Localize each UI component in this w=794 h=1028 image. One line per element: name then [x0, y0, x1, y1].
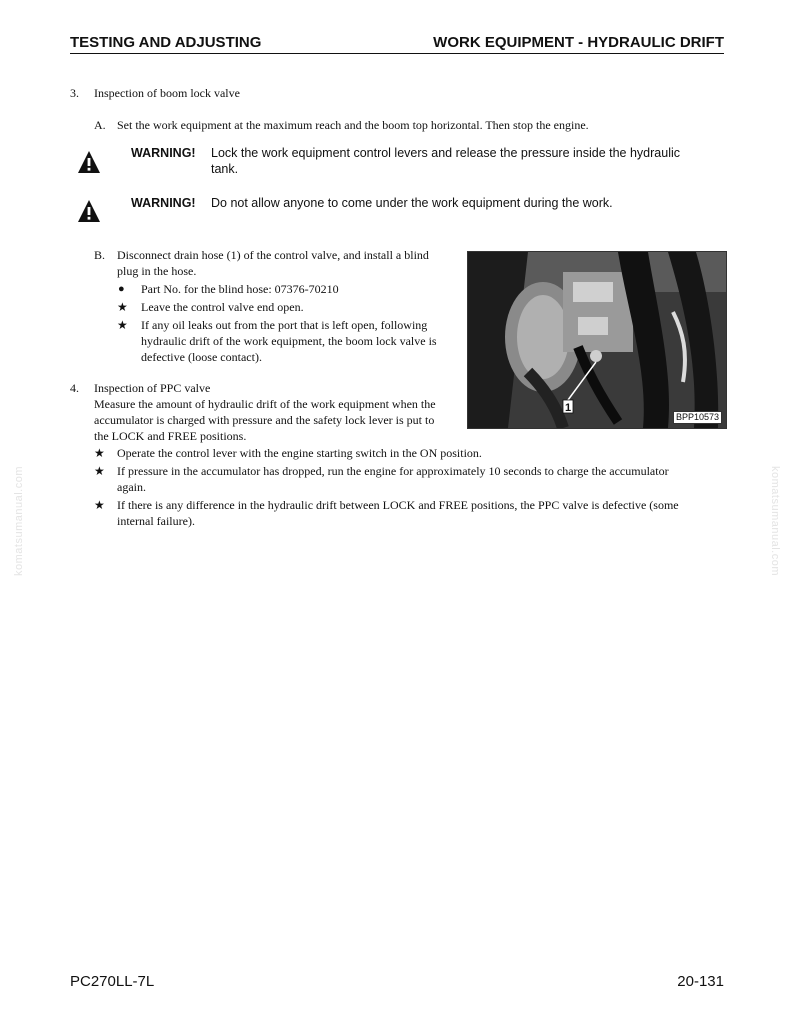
- step-b-item-1: Part No. for the blind hose: 07376-70210: [141, 282, 339, 296]
- step-b-item-3-line-3: defective (loose contact).: [141, 350, 262, 364]
- step-b-letter: B.: [94, 248, 106, 262]
- header-topic-title: WORK EQUIPMENT - HYDRAULIC DRIFT: [433, 34, 724, 51]
- section-4-item-1: Operate the control lever with the engine starting switch in the ON position.: [117, 446, 482, 460]
- section-3-title: Inspection of boom lock valve: [94, 86, 240, 100]
- control-valve-illustration: [468, 252, 726, 428]
- step-b-item-3-line-2: hydraulic drift of the work equipment, the boom lock valve is: [141, 334, 437, 348]
- step-b-line-2: plug in the hose.: [117, 264, 197, 278]
- section-4-number: 4.: [70, 381, 79, 395]
- control-valve-photo: [467, 251, 727, 429]
- step-b-item-3-line-1: If any oil leaks out from the port that is left open, following: [141, 318, 428, 332]
- header-section-title: TESTING AND ADJUSTING: [70, 34, 262, 51]
- warning-1-line-1: Lock the work equipment control levers and release the pressure inside the hydraulic: [211, 146, 681, 160]
- photo-callout-1: 1: [564, 402, 572, 414]
- warning-triangle-icon: [77, 150, 101, 174]
- step-a-letter: A.: [94, 118, 106, 132]
- section-4-body-line-2: accumulator is charged with pressure and the safety lock lever is put to: [94, 413, 435, 427]
- warning-1-label: WARNING!: [131, 146, 196, 160]
- step-b-item-2: Leave the control valve end open.: [141, 300, 304, 314]
- figure-caption: BPP10573: [673, 411, 722, 424]
- footer-page-number: 20-131: [677, 973, 724, 990]
- bullet-star: ★: [117, 318, 128, 332]
- section-4-item-3-line-2: internal failure).: [117, 514, 195, 528]
- warning-2-line-1: Do not allow anyone to come under the work equipment during the work.: [211, 196, 613, 210]
- warning-triangle-icon: [77, 199, 101, 223]
- page-header: [70, 33, 724, 54]
- footer-model: PC270LL-7L: [70, 973, 155, 990]
- watermark-left: komatsumanual.com: [13, 466, 25, 576]
- bullet-star: ★: [94, 446, 105, 460]
- section-4-item-3-line-1: If there is any difference in the hydraulic drift between LOCK and FREE positions, the PPC valve is defective (some: [117, 498, 679, 512]
- bullet-star: ★: [94, 498, 105, 512]
- section-4-item-2-line-2: again.: [117, 480, 146, 494]
- warning-1: [131, 145, 721, 179]
- section-3-number: 3.: [70, 86, 79, 100]
- bullet-star: ★: [117, 300, 128, 314]
- watermark-right: komatsumanual.com: [769, 466, 781, 576]
- warning-2-label: WARNING!: [131, 196, 196, 210]
- section-4-item-2-line-1: If pressure in the accumulator has dropped, run the engine for approximately 10 seconds to charge the accumulator: [117, 464, 669, 478]
- step-b-line-1: Disconnect drain hose (1) of the control valve, and install a blind: [117, 248, 429, 262]
- warning-1-line-2: tank.: [211, 162, 239, 176]
- bullet-star: ★: [94, 464, 105, 478]
- warning-2: [131, 195, 721, 213]
- section-4-body-line-3: the LOCK and FREE positions.: [94, 429, 247, 443]
- bullet-dot: ●: [118, 283, 125, 295]
- section-4-body-line-1: Measure the amount of hydraulic drift of the work equipment when the: [94, 397, 436, 411]
- step-a-text: Set the work equipment at the maximum reach and the boom top horizontal. Then stop the engine.: [117, 118, 589, 132]
- section-4-title: Inspection of PPC valve: [94, 381, 211, 395]
